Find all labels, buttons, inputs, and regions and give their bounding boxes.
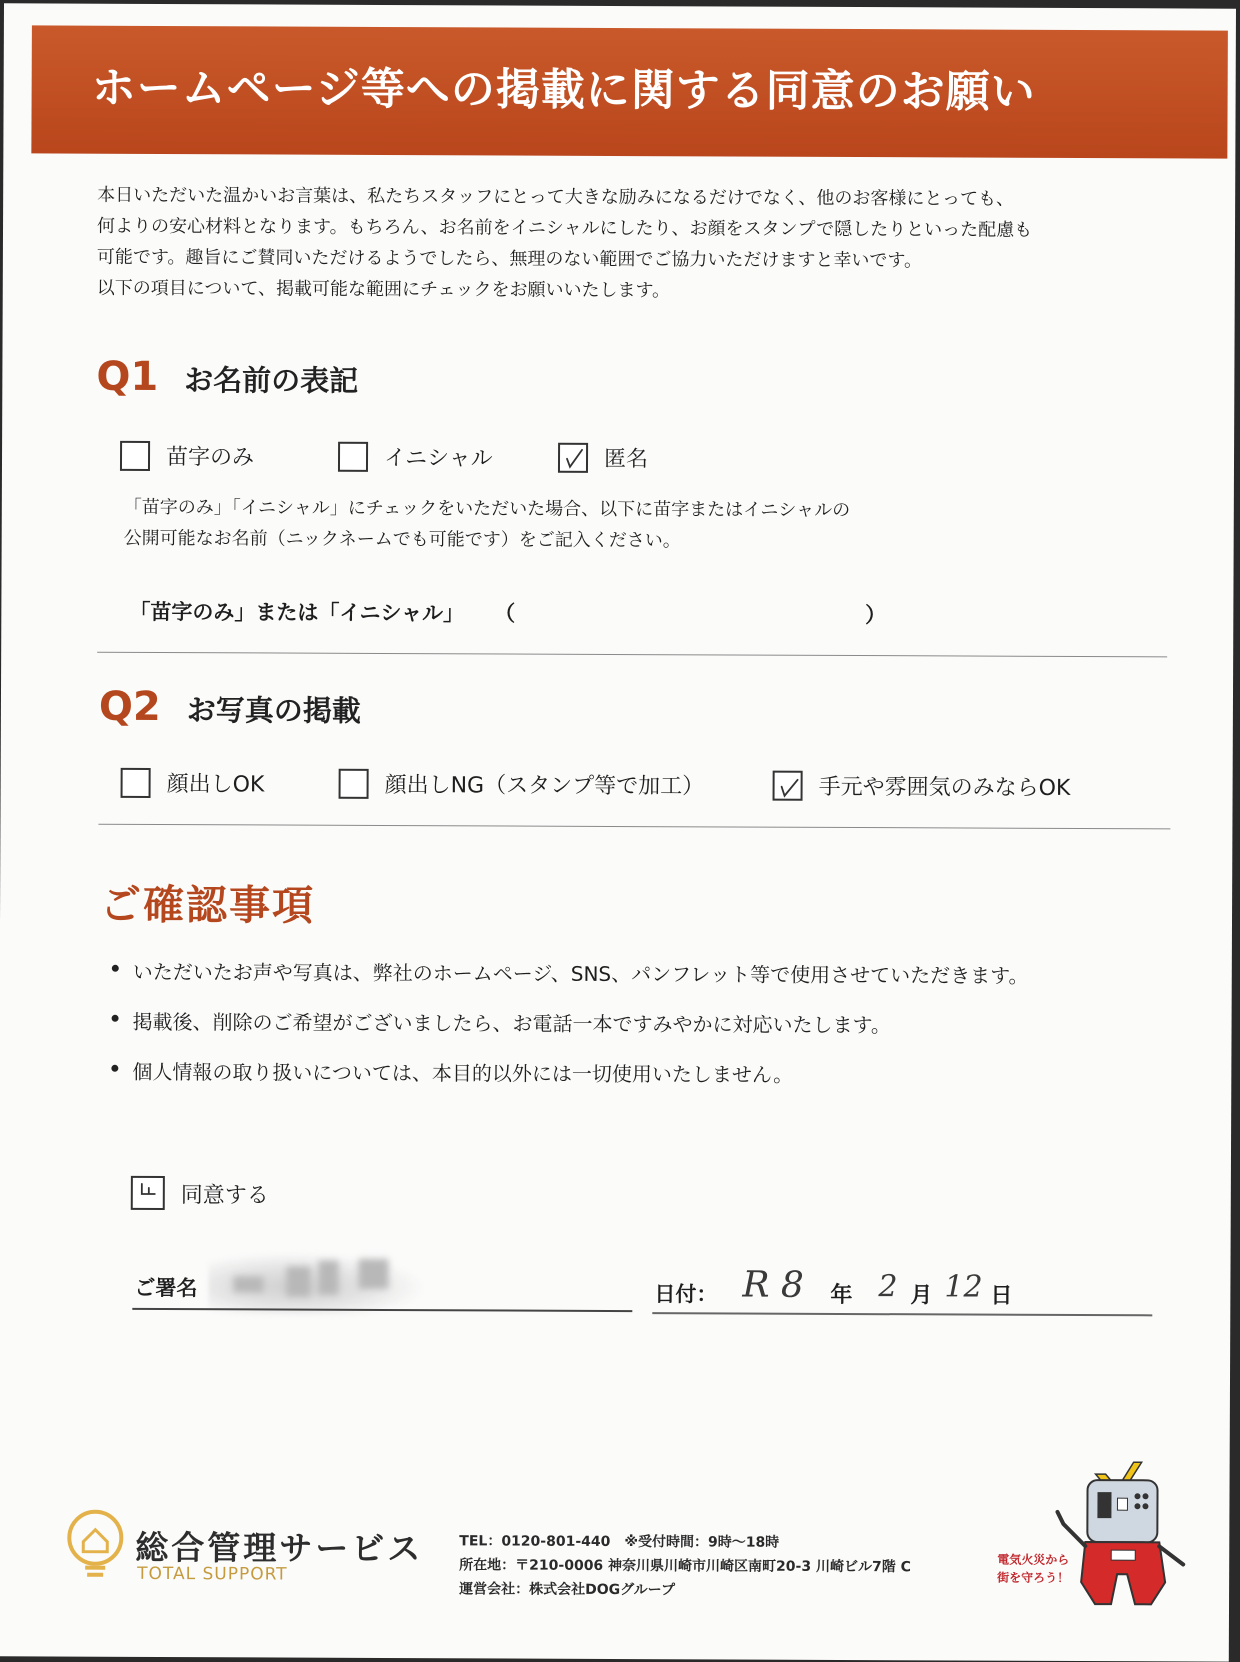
- q2-option-face-ng[interactable]: [339, 768, 705, 801]
- checkbox[interactable]: [121, 767, 151, 797]
- option-label: 手元や雰囲気のみならOK: [818, 774, 1071, 801]
- list-item: [111, 1006, 1028, 1060]
- intro-line: 可能です。趣旨にご賛同いただけるようでしたら、無理のない範囲でご協力いただけますと幸いです。: [96, 246, 923, 272]
- list-item: [112, 956, 1029, 1010]
- checkbox[interactable]: [339, 768, 369, 798]
- signature-label: ご署名: [134, 1275, 198, 1301]
- consent-form-sheet: [0, 3, 1236, 1661]
- mascot-illustration-icon: [1055, 1454, 1196, 1615]
- q2-title: お写真の掲載: [186, 693, 361, 728]
- checkbox-checked[interactable]: [558, 442, 588, 472]
- divider: [98, 824, 1170, 830]
- handwritten-check-icon: [563, 446, 587, 470]
- day-suffix: 日: [990, 1283, 1013, 1309]
- title-banner: [31, 25, 1228, 158]
- handwritten-check-icon: [778, 774, 802, 798]
- contact-tel: TEL：0120-801-440 ※受付時間：9時〜18時: [459, 1533, 780, 1551]
- bullet-icon: [111, 1065, 118, 1072]
- divider: [97, 652, 1167, 658]
- list-item: [111, 1056, 1028, 1110]
- q1-option-anonymous[interactable]: [558, 442, 648, 473]
- q1-note: [124, 492, 851, 557]
- month-suffix: 月: [910, 1283, 933, 1309]
- mascot-slogan-line: 街を守ろう！: [997, 1570, 1070, 1585]
- option-label: 顔出しOK: [166, 772, 265, 798]
- note-line: 「苗字のみ」「イニシャル」にチェックをいただいた場合、以下に苗字またはイニシャルの: [123, 496, 851, 522]
- q1-number: Q1: [96, 353, 159, 400]
- option-label: 顔出しNG（スタンプ等で加工）: [384, 772, 705, 800]
- handwritten-check-icon: [136, 1180, 162, 1206]
- redacted-signature: [208, 1252, 423, 1315]
- checkbox-checked[interactable]: [131, 1176, 165, 1210]
- initial-field-row: [129, 596, 886, 629]
- mascot-slogan-line: 電気火災から: [997, 1552, 1070, 1567]
- contact-info: [459, 1529, 911, 1603]
- intro-line: 何よりの安心材料となります。もちろん、お名前をイニシャルにしたり、お顔をスタンプで隠したりといった配慮も: [96, 215, 1033, 241]
- company-logo-subtext: TOTAL SUPPORT: [137, 1563, 288, 1585]
- q2-heading: [99, 684, 361, 731]
- bullet-icon: [112, 1015, 119, 1022]
- agree-label: 同意する: [180, 1182, 269, 1208]
- company-logo-text: 総合管理サービス: [135, 1527, 424, 1569]
- q1-heading: [96, 354, 358, 401]
- date-day: 12: [944, 1269, 983, 1305]
- date-month: 2: [878, 1269, 898, 1305]
- date-era-year: R 8: [742, 1264, 804, 1306]
- note-line: 公開可能なお名前（ニックネームでも可能です）をご記入ください。: [123, 527, 681, 552]
- date-line[interactable]: [652, 1312, 1152, 1316]
- intro-line: 以下の項目について、掲載可能な範囲にチェックをお願いいたします。: [96, 277, 671, 302]
- agree-option[interactable]: [131, 1176, 269, 1211]
- q2-number: Q2: [98, 683, 161, 731]
- list-item-text: いただいたお声や写真は、弊社のホームページ、SNS、パンフレット等で使用させていただきます。: [132, 959, 1029, 988]
- page-title: ホームページ等への掲載に関する同意のお願い: [91, 62, 1036, 118]
- intro-line: 本日いただいた温かいお言葉は、私たちスタッフにとって大きな励みになるだけでなく、他のお客様にとっても、: [97, 184, 1015, 210]
- q2-option-hands-only[interactable]: [773, 770, 1071, 802]
- checkbox[interactable]: [338, 441, 368, 471]
- intro-text: [97, 180, 1178, 309]
- confirm-list: [111, 956, 1028, 1110]
- paren-open: （: [494, 601, 516, 626]
- contact-operator: 運営会社：株式会社DOGグループ: [459, 1581, 676, 1599]
- q1-option-surname[interactable]: [120, 440, 254, 472]
- confirm-heading: ご確認事項: [99, 880, 316, 930]
- option-label: イニシャル: [383, 445, 493, 472]
- q1-option-initial[interactable]: [338, 441, 493, 473]
- contact-address: 所在地：〒210-0006 神奈川県川崎市川崎区南町20-3 川崎ビル7階 C: [459, 1557, 911, 1576]
- date-label: 日付：: [654, 1282, 718, 1307]
- paren-close: ）: [865, 603, 887, 628]
- year-suffix: 年: [830, 1282, 853, 1309]
- checkbox-checked[interactable]: [773, 770, 803, 800]
- bullet-icon: [112, 965, 119, 972]
- list-item-text: 掲載後、削除のご希望がございましたら、お電話一本ですみやかに対応いたします。: [132, 1009, 892, 1038]
- option-label: 苗字のみ: [165, 445, 255, 471]
- lightbulb-house-logo-icon: [63, 1508, 129, 1582]
- q2-option-face-ok[interactable]: [121, 767, 265, 799]
- q1-title: お名前の表記: [184, 363, 359, 398]
- checkbox[interactable]: [120, 440, 150, 470]
- option-label: 匿名: [603, 446, 649, 473]
- initial-field-label: 「苗字のみ」または「イニシャル」: [129, 599, 465, 626]
- list-item-text: 個人情報の取り扱いについては、本目的以外には一切使用いたしません。: [132, 1059, 794, 1087]
